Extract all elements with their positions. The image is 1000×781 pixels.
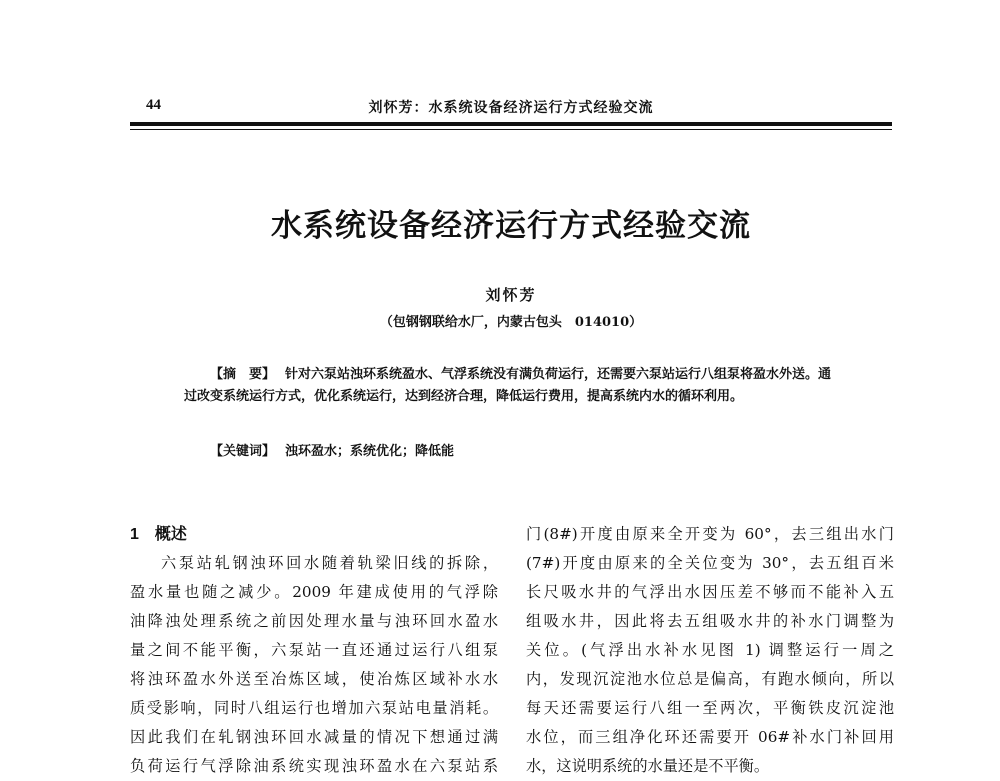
- abstract-label: 【摘 要】: [210, 367, 276, 382]
- keywords: [184, 441, 844, 463]
- body-line: 水，这说明系统的水量还是不平衡。: [526, 757, 769, 775]
- right-column: [526, 520, 894, 781]
- abstract-text: 针对六泵站浊环系统盈水、气浮系统没有满负荷运行，还需要六泵站运行八组泵将盈水外送。通过改变系统运行方式，优化系统运行，达到经济合理，降低运行费用，提高系统内水的循环利用。: [184, 367, 832, 404]
- left-column: [130, 520, 498, 781]
- body-line: 水位，而三组净化环还需要开 06#补水门补回用: [526, 728, 894, 746]
- author-affiliation: （包钢钢联给水厂，内蒙古包头 014010）: [379, 315, 643, 330]
- body-line: 内，发现沉淀池水位总是偏高，有跑水倾向，所以: [526, 670, 894, 688]
- body-line: 组吸水井，因此将去五组吸水井的补水门调整为: [526, 612, 894, 630]
- abstract: [184, 364, 844, 408]
- body-line: 长尺吸水井的气浮出水因压差不够而不能补入五: [526, 583, 894, 601]
- body-line: 量之间不能平衡，六泵站一直还通过运行八组泵: [130, 641, 498, 659]
- article-title: 水系统设备经济运行方式经验交流: [271, 208, 751, 244]
- section-title: 概述: [154, 526, 187, 543]
- body-line: 关位。(气浮出水补水见图 1) 调整运行一周之: [526, 641, 894, 659]
- body-line: 油降浊处理系统之前因处理水量与浊环回水盈水: [130, 612, 498, 630]
- section-number: 1: [130, 526, 139, 543]
- body-line: 质受影响，同时八组运行也增加六泵站电量消耗。: [130, 699, 498, 717]
- section-heading: [130, 520, 498, 549]
- body-line: 负荷运行气浮除油系统实现浊环盈水在六泵站系: [130, 757, 498, 775]
- keywords-label: 【关键词】: [210, 444, 276, 459]
- body-line: 每天还需要运行八组一至两次，平衡铁皮沉淀池: [526, 699, 894, 717]
- header-rule-thick: [130, 122, 892, 126]
- body-line: 门(8#)开度由原来全开变为 60°，去三组出水门: [526, 525, 894, 543]
- page-number: 44: [146, 97, 161, 113]
- running-header: [130, 97, 892, 121]
- body-line: 将浊环盈水外送至冶炼区域，使冶炼区域补水水: [130, 670, 498, 688]
- author-name: 刘怀芳: [485, 286, 537, 304]
- body-line: (7#)开度由原来的全关位变为 30°，去五组百米: [526, 554, 894, 572]
- body-line: 因此我们在轧钢浊环回水减量的情况下想通过满: [130, 728, 498, 746]
- running-title: 刘怀芳：水系统设备经济运行方式经验交流: [368, 100, 654, 116]
- body-line: 盈水量也随之减少。2009 年建成使用的气浮除: [130, 583, 498, 601]
- header-rule-thin: [130, 129, 892, 130]
- body-line: 六泵站轧钢浊环回水随着轨梁旧线的拆除，: [161, 554, 498, 572]
- keywords-text: 浊环盈水；系统优化；降低能: [285, 444, 455, 459]
